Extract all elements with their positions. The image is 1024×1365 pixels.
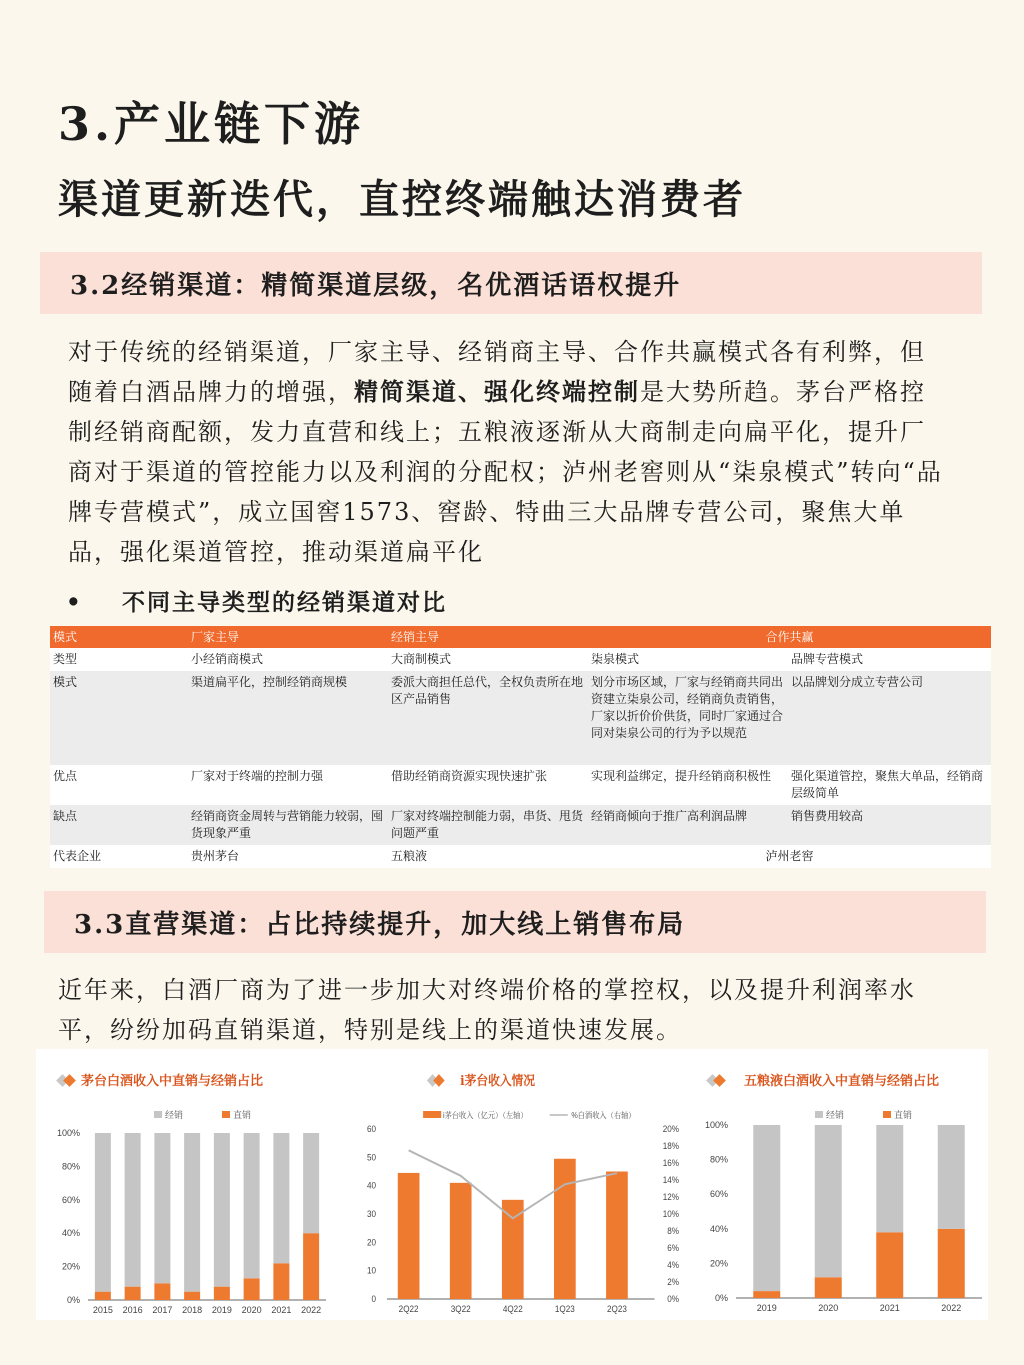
bullet-dot-icon: •: [66, 589, 83, 616]
charts-panel: [36, 1049, 988, 1320]
x-tick-label: 2015: [92, 1305, 113, 1315]
chart-svg: [36, 1049, 346, 1320]
y-tick-label: 20: [367, 1236, 377, 1248]
table-cell: 泸州老窖: [588, 845, 991, 868]
y2-tick-label: 8%: [667, 1225, 679, 1237]
bar: [815, 1125, 842, 1277]
y-tick-label: 20%: [61, 1261, 80, 1272]
table-row: [50, 765, 991, 805]
y-tick-label: 50: [367, 1151, 377, 1163]
bar: [273, 1263, 289, 1300]
x-tick-label: 2022: [301, 1305, 322, 1315]
x-tick-label: 2019: [756, 1303, 777, 1313]
table-header-cell: 厂家主导: [188, 626, 388, 648]
bar: [502, 1200, 524, 1299]
y-tick-label: 0%: [714, 1293, 728, 1303]
table-cell: 类型: [50, 648, 188, 671]
bullet-item: [66, 584, 447, 617]
page-subtitle: 渠道更新迭代，直控终端触达消费者: [58, 176, 746, 223]
table-cell: 以品牌划分成立专营公司: [788, 671, 991, 765]
legend-label: 经销: [165, 1110, 184, 1120]
y-tick-label: 10: [367, 1265, 377, 1276]
bar: [606, 1172, 628, 1300]
bar: [303, 1133, 319, 1233]
x-tick-label: 2019: [211, 1305, 232, 1315]
table-cell: 贵州茅台: [188, 845, 388, 868]
y-tick-label: 0%: [66, 1295, 80, 1305]
diamond-icon: [63, 1074, 76, 1087]
bar: [125, 1287, 141, 1300]
bar: [273, 1133, 289, 1263]
table-cell: 优点: [50, 765, 188, 805]
chart-title: 茅台白酒收入中直销与经销占比: [81, 1074, 264, 1089]
table-row: [50, 805, 991, 845]
x-tick-label: 1Q23: [554, 1303, 575, 1315]
table-cell: 代表企业: [50, 845, 188, 868]
bar: [554, 1159, 576, 1299]
wuliangye-direct-share-chart: [700, 1049, 988, 1320]
chart-title: i茅台收入情况: [460, 1072, 536, 1089]
y2-tick-label: 18%: [662, 1140, 679, 1152]
bar: [125, 1133, 141, 1287]
table-cell: 销售费用较高: [788, 805, 991, 845]
bullet-text: 不同主导类型的经销渠道对比: [122, 589, 447, 616]
table-cell: 缺点: [50, 805, 188, 845]
y-tick-label: 0: [371, 1293, 377, 1305]
y-tick-label: 20%: [709, 1258, 728, 1269]
bar: [184, 1292, 200, 1300]
legend-swatch: [883, 1111, 891, 1118]
table-row: [50, 845, 991, 868]
x-tick-label: 2Q22: [398, 1303, 419, 1315]
x-tick-label: 2021: [879, 1303, 900, 1313]
table-cell: 五粮液: [388, 845, 588, 868]
table-header-cell: 经销主导: [388, 626, 588, 648]
y-tick-label: 40: [367, 1180, 377, 1191]
page-title: 3.产业链下游: [58, 97, 365, 151]
y-tick-label: 80%: [709, 1154, 728, 1165]
table-header-row: [50, 626, 991, 648]
y2-tick-label: 16%: [662, 1157, 679, 1169]
paragraph-bold-text: 精简渠道、强化终端控制: [354, 377, 640, 406]
y2-tick-label: 10%: [662, 1208, 679, 1220]
bar: [938, 1229, 965, 1298]
table-row: [50, 671, 991, 765]
y-tick-label: 40%: [709, 1223, 728, 1234]
table-cell: 品牌专营模式: [788, 648, 991, 671]
y2-tick-label: 6%: [667, 1242, 679, 1254]
table-cell: 强化渠道管控，聚焦大单品，经销商层级简单: [788, 765, 991, 805]
bar: [244, 1133, 260, 1278]
bar: [214, 1133, 230, 1287]
y2-tick-label: 20%: [662, 1123, 679, 1135]
y-tick-label: 30: [367, 1208, 377, 1220]
x-tick-label: 2020: [241, 1305, 262, 1315]
table-header-cell: 合作共赢: [588, 626, 991, 648]
bar: [244, 1278, 260, 1300]
table-cell: 小经销商模式: [188, 648, 388, 671]
table-cell: 大商制模式: [388, 648, 588, 671]
legend-label: %白酒收入（右轴）: [571, 1110, 636, 1121]
bar: [876, 1125, 903, 1232]
table-cell: 模式: [50, 671, 188, 765]
x-tick-label: 2018: [182, 1305, 203, 1315]
bar: [753, 1291, 780, 1298]
bar: [938, 1125, 965, 1229]
channel-comparison-table: [50, 626, 991, 868]
y-tick-label: 60%: [709, 1189, 728, 1200]
bar: [753, 1125, 780, 1291]
y-tick-label: 60%: [61, 1194, 80, 1205]
y-tick-label: 40%: [61, 1228, 80, 1239]
section-3-3-paragraph: 近年来，白酒厂商为了进一步加大对终端价格的掌控权，以及提升利润率水平，纷纷加码直销渠道，特别是线上的渠道快速发展。: [58, 976, 916, 1044]
legend-label: 经销: [826, 1110, 845, 1120]
chart-svg: [700, 1049, 988, 1320]
paragraph-text-2: 是大势所趋。茅台严格控制经销商配额，发力直营和线上；五粮液逐渐从大商制走向扁平化，提升厂商对于渠道的管控能力以及利润的分配权；泸州老窖则从“柒泉模式”转向“品牌专营模式”，成立国窖1573、窖龄、特曲三大品牌专营公司，聚焦大单品，强化渠道管控，推动渠道扁平化: [68, 378, 943, 566]
imoutai-revenue-chart: [358, 1049, 688, 1320]
y2-tick-label: 12%: [662, 1191, 679, 1203]
bar: [154, 1133, 170, 1283]
table-cell: 柒泉模式: [588, 648, 788, 671]
diamond-icon: [433, 1074, 445, 1087]
table-cell: 渠道扁平化，控制经销商规模: [188, 671, 388, 765]
legend-swatch: [222, 1111, 230, 1118]
table-header-cell: 模式: [50, 626, 188, 648]
table-row: [50, 648, 991, 671]
legend-swatch: [815, 1111, 823, 1118]
table-cell: 借助经销商资源实现快速扩张: [388, 765, 588, 805]
moutai-direct-share-chart: [36, 1049, 346, 1320]
table-cell: 厂家对终端控制能力弱，串货、甩货问题严重: [388, 805, 588, 845]
table-cell: 委派大商担任总代，全权负责所在地区产品销售: [388, 671, 588, 765]
section-3-2-paragraph: [68, 332, 948, 572]
table-cell: 经销商资金周转与营销能力较弱，囤货现象严重: [188, 805, 388, 845]
chart-svg: [358, 1049, 688, 1320]
bar: [398, 1173, 420, 1299]
y2-tick-label: 0%: [667, 1293, 679, 1305]
x-tick-label: 2020: [818, 1303, 839, 1313]
x-tick-label: 2022: [941, 1303, 962, 1313]
y2-tick-label: 14%: [662, 1174, 679, 1186]
y2-tick-label: 2%: [667, 1276, 679, 1288]
paragraph-text-1: 对于传统的经销渠道，厂家主导、经销商主导、合作共赢模式各有利弊，但随着白酒品牌力的增强，: [68, 338, 926, 406]
bar: [450, 1183, 472, 1299]
bar: [815, 1277, 842, 1298]
y-tick-label: 80%: [61, 1161, 80, 1172]
diamond-icon: [713, 1074, 726, 1087]
y-tick-label: 60: [367, 1123, 377, 1135]
legend-label: 直销: [894, 1110, 913, 1120]
x-tick-label: 2017: [152, 1305, 173, 1315]
chart-title: 五粮液白酒收入中直销与经销占比: [744, 1074, 940, 1089]
table-cell: 实现利益绑定，提升经销商积极性: [588, 765, 788, 805]
section-3-2-heading: 3.2经销渠道：精简渠道层级，名优酒话语权提升: [40, 252, 982, 314]
legend-swatch: [423, 1111, 441, 1118]
x-tick-label: 2021: [271, 1305, 292, 1315]
legend-swatch: [154, 1111, 162, 1118]
x-tick-label: 4Q22: [502, 1303, 523, 1315]
x-tick-label: 2016: [122, 1305, 143, 1315]
y-tick-label: 100%: [704, 1120, 728, 1130]
legend-label: 直销: [233, 1110, 252, 1120]
bar: [95, 1292, 111, 1300]
table-cell: 划分市场区域，厂家与经销商共同出资建立柒泉公司，经销商负责销售，厂家以折价价供货，同时厂家通过合同对柒泉公司的行为予以规范: [588, 671, 788, 765]
y-tick-label: 100%: [56, 1128, 80, 1138]
bar: [876, 1232, 903, 1298]
x-tick-label: 2Q23: [607, 1303, 627, 1315]
table-cell: 厂家对于终端的控制力强: [188, 765, 388, 805]
table-cell: 经销商倾向于推广高利润品牌: [588, 805, 788, 845]
bar: [184, 1133, 200, 1292]
bar: [154, 1283, 170, 1300]
bar: [95, 1133, 111, 1292]
bar: [303, 1233, 319, 1300]
bar: [214, 1287, 230, 1300]
y2-tick-label: 4%: [667, 1259, 679, 1271]
x-tick-label: 3Q22: [450, 1303, 471, 1315]
legend-label: i茅台收入（亿元）（左轴）: [442, 1110, 528, 1121]
section-3-3-heading: 3.3直营渠道：占比持续提升，加大线上销售布局: [44, 891, 986, 953]
